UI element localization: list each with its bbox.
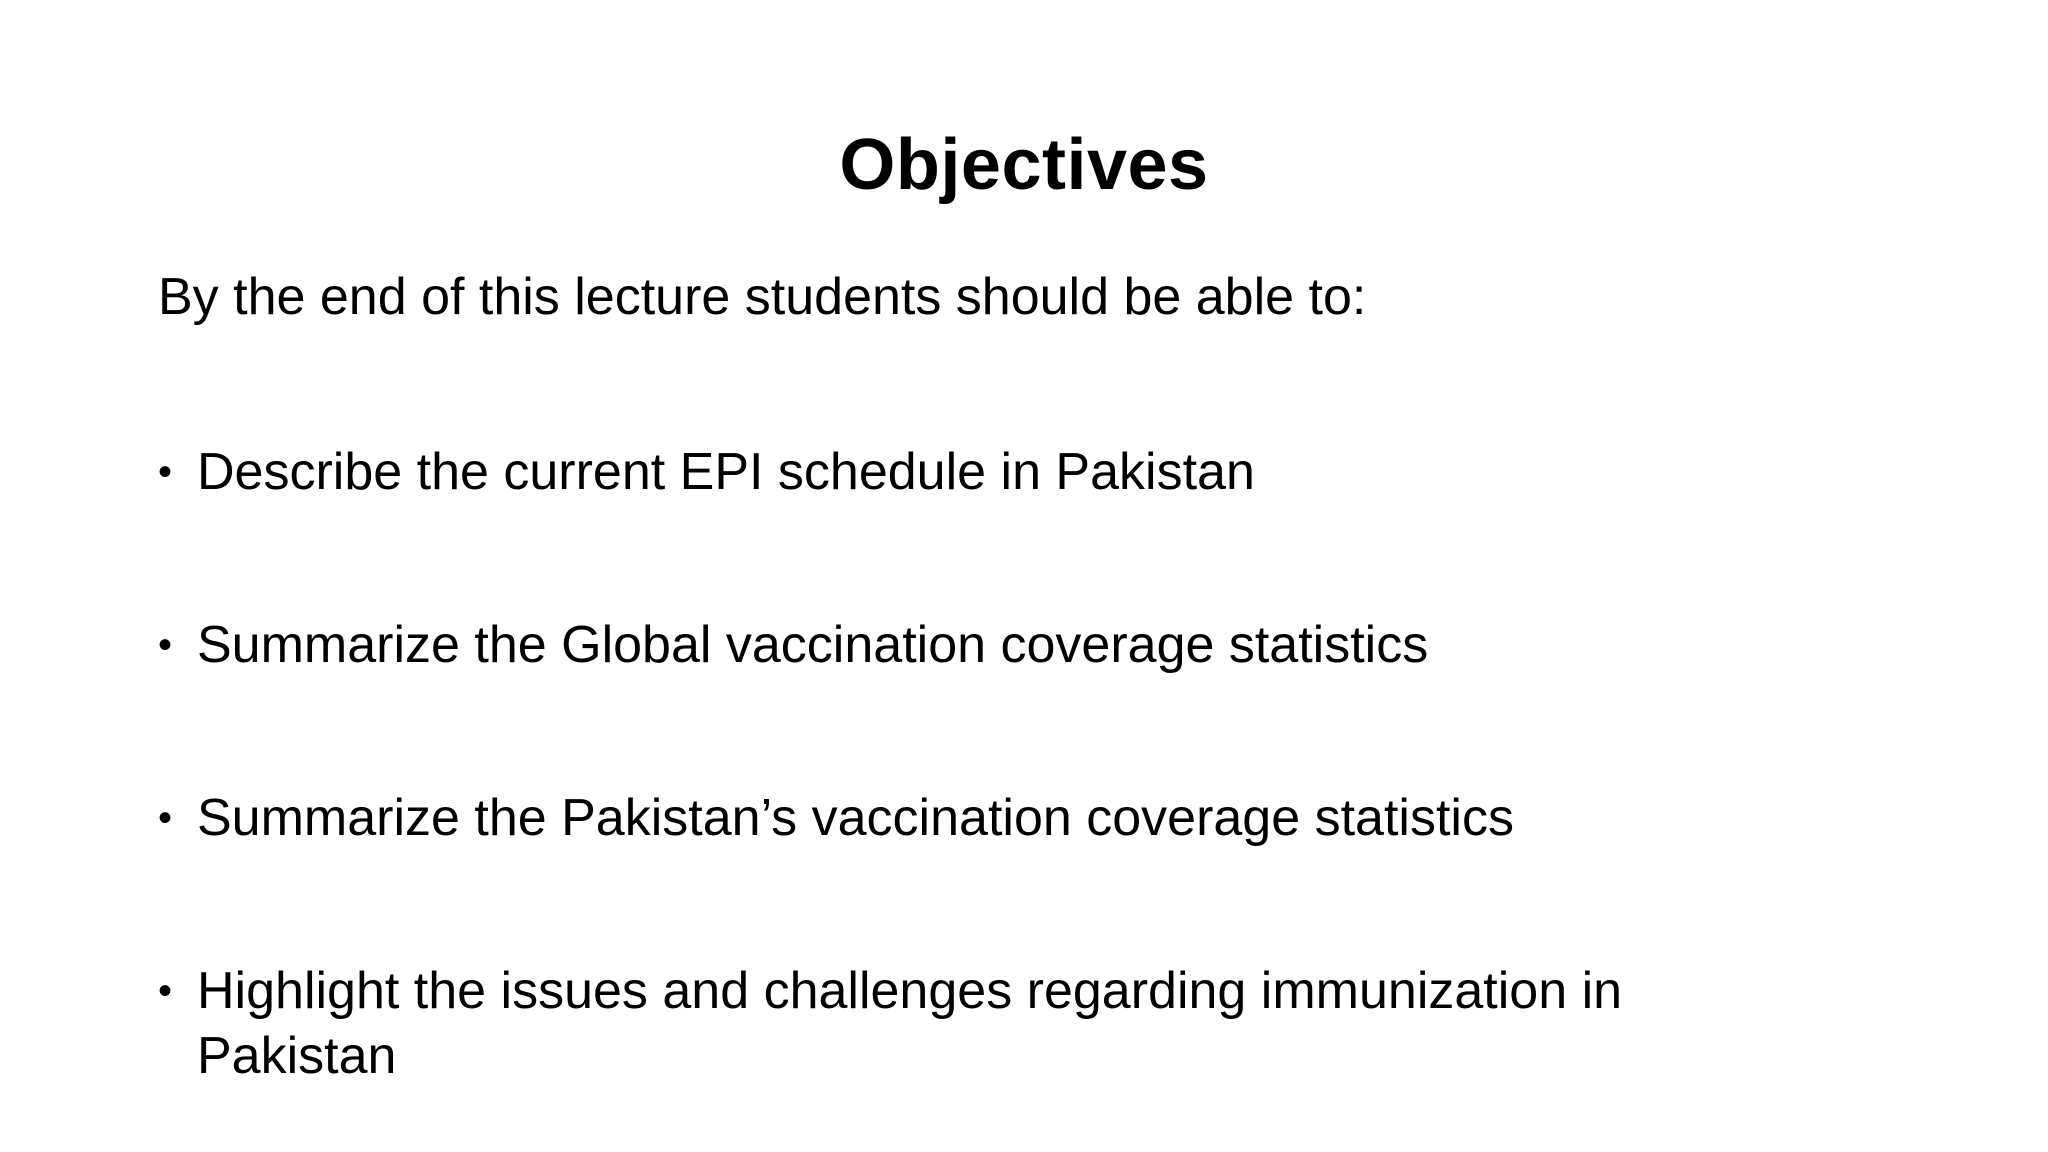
bullet-text: Describe the current EPI schedule in Pakistan [197, 443, 1255, 501]
objectives-list [158, 440, 1758, 1089]
list-item [158, 959, 1758, 1089]
bullet-icon: • [158, 623, 173, 667]
intro-text: By the end of this lecture students should be able to: [158, 268, 1367, 326]
bullet-text: Highlight the issues and challenges regarding immunization in Pakistan [197, 962, 1623, 1085]
list-item [158, 440, 1758, 505]
bullet-icon: • [158, 450, 173, 494]
bullet-icon: • [158, 796, 173, 840]
slide-title: Objectives [839, 125, 1209, 205]
list-item [158, 786, 1758, 851]
bullet-text: Summarize the Global vaccination coverage statistics [197, 616, 1429, 674]
bullet-text: Summarize the Pakistan’s vaccination coverage statistics [197, 789, 1514, 847]
bullet-icon: • [158, 969, 173, 1013]
list-item [158, 613, 1758, 678]
